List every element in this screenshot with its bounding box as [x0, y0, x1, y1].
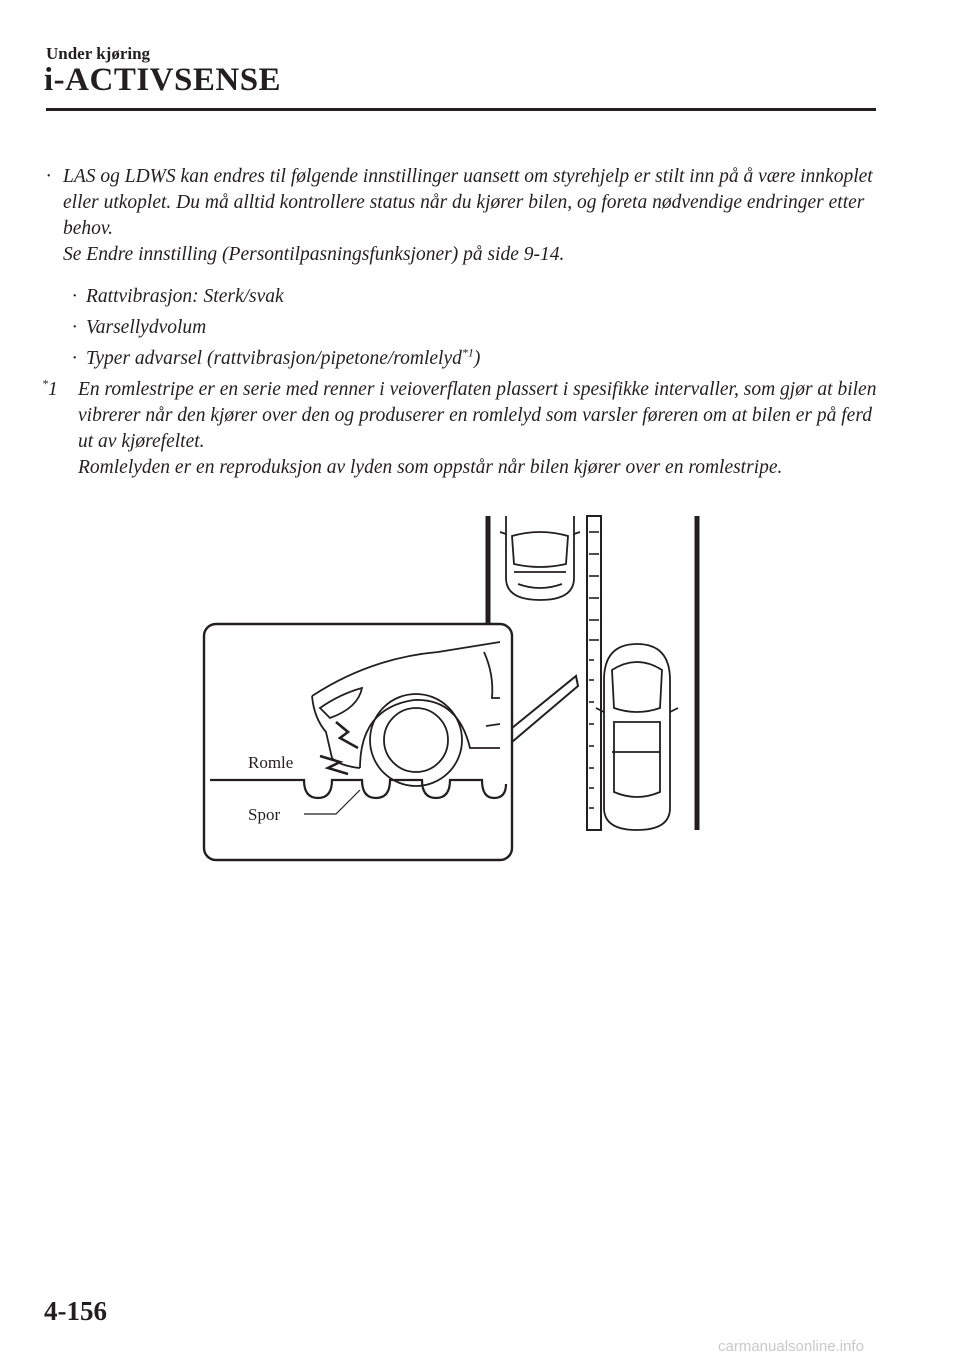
watermark-text: carmanualsonline.info: [718, 1338, 864, 1355]
bullet-dot: ·: [72, 348, 77, 369]
callout-pointer: [512, 676, 578, 742]
page-reference: Se Endre innstilling (Persontilpasningsfunksjoner) på side 9-14.: [63, 244, 565, 265]
page-title: i-ACTIVSENSE: [44, 62, 282, 98]
rumble-strip-top-view: [587, 516, 601, 830]
bullet-dot: ·: [46, 166, 51, 187]
list-item: [72, 315, 772, 346]
footnote-reference: *1: [461, 345, 474, 360]
rumble-strip-illustration: [200, 512, 720, 864]
footnote-text-2: Romlelyden er en reproduksjon av lyden som oppstår når bilen kjører over en romlestripe.: [78, 457, 783, 478]
main-bullet: [46, 164, 886, 268]
list-item-text: Typer advarsel (rattvibrasjon/pipetone/romlelyd$^{*1}$): [86, 345, 481, 369]
list-item-text: Rattvibrasjon: Sterk/svak: [86, 286, 284, 307]
callout-box: [204, 624, 512, 860]
car-drifting-top-view: [596, 644, 678, 830]
page-number: 4-156: [44, 1296, 107, 1326]
footnote-marker: *1: [42, 376, 58, 400]
footnote-text: En romlestripe er en serie med renner i veioverflaten plassert i spesifikke intervaller, som gjør at bilen vibrerer når den kjører over den og produserer en romlelyd som varsler føreren om at bilen er på ferd ut av kjørefeltet.: [78, 379, 877, 452]
setting-list: [72, 284, 772, 377]
bullet-dot: ·: [72, 286, 77, 307]
groove-label: Spor: [248, 805, 281, 824]
section-label: Under kjøring: [46, 44, 151, 63]
list-item: [72, 346, 772, 377]
bullet-dot: ·: [72, 317, 77, 338]
footnote: [42, 377, 882, 481]
header-divider: [46, 108, 876, 111]
car-ahead-top-view: [500, 516, 580, 600]
list-item-text: Varsellydvolum: [86, 317, 207, 338]
list-item: [72, 284, 772, 315]
main-bullet-text: LAS og LDWS kan endres til følgende innstillinger uansett om styrehjelp er stilt inn på å være innkoplet eller utkoplet. Du må alltid kontrollere status når du kjører bilen, og foreta nødvendige endringer etter behov.: [63, 166, 873, 239]
rumble-label: Romle: [248, 753, 294, 772]
